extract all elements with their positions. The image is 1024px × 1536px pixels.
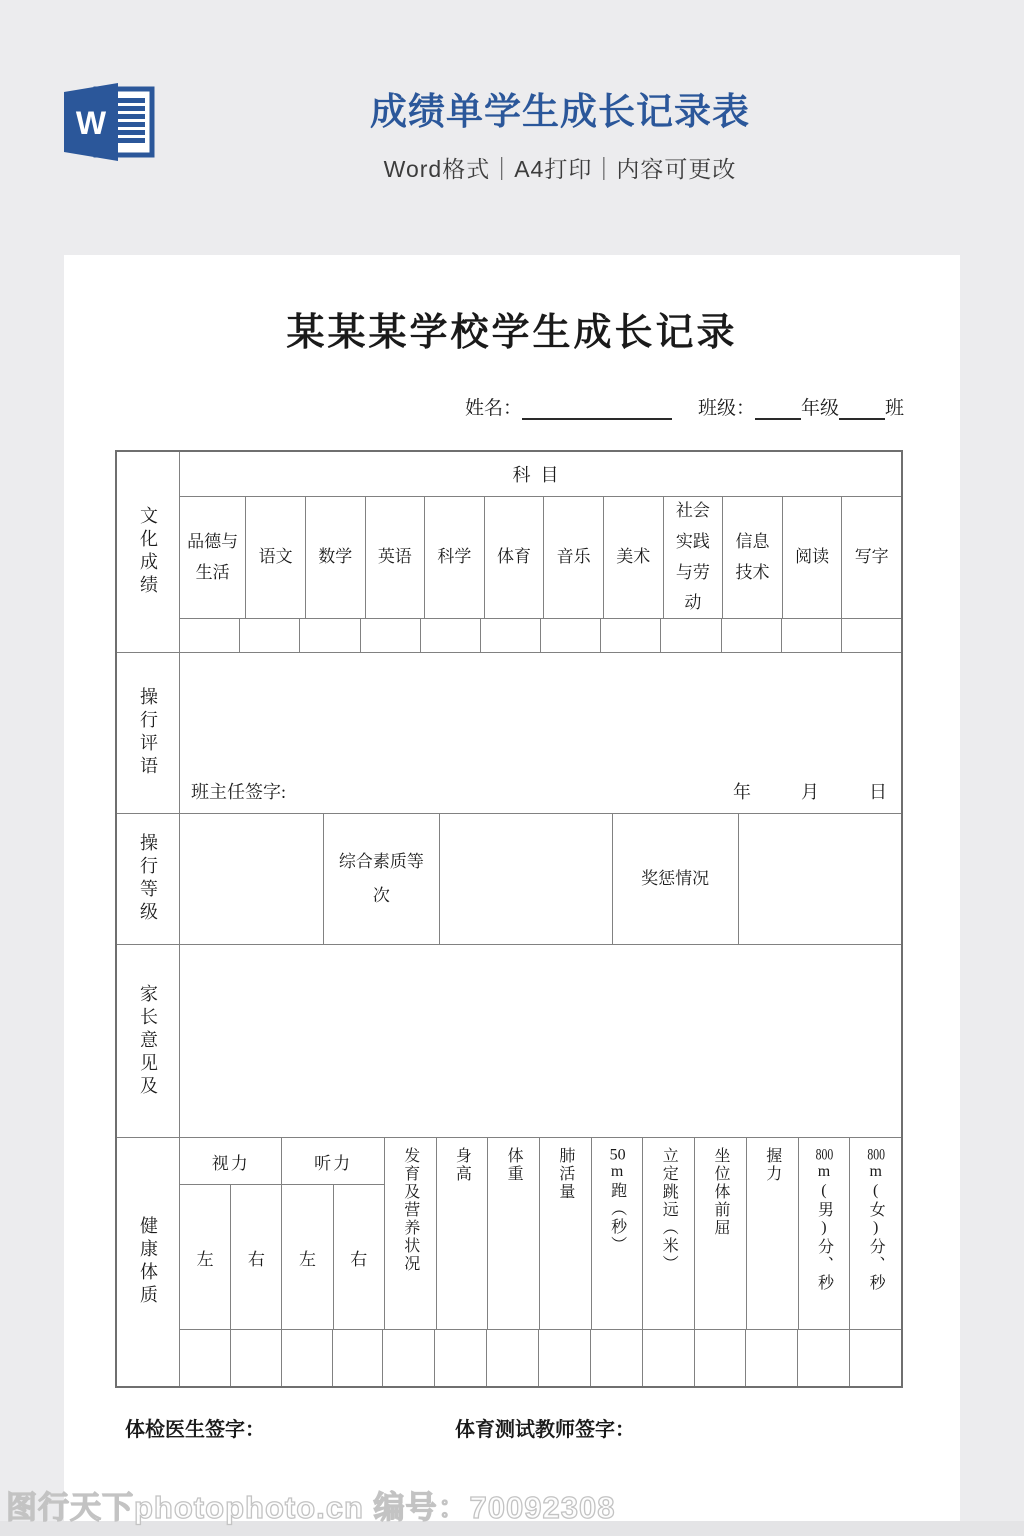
subject-cell: 美术: [604, 497, 664, 618]
conduct-grade-value-cell: [180, 814, 324, 944]
document-page: [64, 255, 960, 1522]
health-value-cell: [850, 1330, 901, 1386]
promo-header: [300, 92, 820, 184]
health-col-development: 发育及营养状况: [385, 1138, 437, 1329]
subject-cell: 体育: [485, 497, 545, 618]
pe-teacher-sign-label: 体育测试教师签字：: [455, 1419, 635, 1441]
svg-text:W: W: [75, 105, 107, 141]
conduct-grade-section: [117, 813, 901, 944]
hearing-group: [282, 1138, 384, 1329]
health-value-cell: [435, 1330, 487, 1386]
subject-header: 科目: [180, 452, 901, 497]
score-cell: [722, 619, 782, 652]
parent-opinion-section: [117, 944, 901, 1137]
conduct-comment-label: 操行评语: [117, 653, 180, 813]
subject-cell: 信息技术: [723, 497, 783, 618]
doctor-sign-label: 体检医生签字：: [125, 1419, 265, 1441]
subject-cell: 英语: [366, 497, 426, 618]
quality-rank-value-cell: [440, 814, 613, 944]
score-cell: [481, 619, 541, 652]
subject-cell: 写字: [854, 547, 889, 567]
vision-label: 视力: [180, 1138, 281, 1185]
class-blank-line: [839, 398, 885, 420]
subject-cell: 阅读: [783, 497, 843, 618]
promo-title: 成绩单学生成长记录表: [370, 91, 750, 132]
score-cell: [180, 619, 240, 652]
health-value-cell: [798, 1330, 850, 1386]
document-title: 某某某学校学生成长记录: [286, 312, 738, 354]
health-col-standing-jump: 立定跳远（米）: [643, 1138, 695, 1329]
parent-opinion-area: [180, 945, 901, 1137]
health-value-cell: [746, 1330, 798, 1386]
health-value-cell: [282, 1330, 333, 1386]
conduct-comment-section: [117, 652, 901, 813]
subject-cell: 科学: [425, 497, 485, 618]
vision-group: [180, 1138, 282, 1329]
health-value-cell: [539, 1330, 591, 1386]
subject-cell: 语文: [246, 497, 306, 618]
health-col-grip-strength: 握力: [747, 1138, 799, 1329]
date-day-label: 日: [869, 782, 887, 802]
subject-cell: 音乐: [544, 497, 604, 618]
score-cell: [661, 619, 721, 652]
watermark-text: 图行天下photophoto.cn 编号：70092308: [6, 1490, 616, 1525]
health-value-row: [180, 1330, 901, 1386]
subject-cell: 社会实践与劳动: [664, 497, 724, 618]
health-col-800m-male: 800 m(男)分、秒: [799, 1138, 851, 1329]
hearing-left-label: 左: [282, 1185, 333, 1329]
vision-right-label: 右: [247, 1249, 265, 1269]
name-blank-line: [522, 398, 672, 420]
parent-opinion-label: 家长意见及: [117, 945, 180, 1137]
head-teacher-sign-label: 班主任签字:: [191, 782, 287, 802]
score-cell: [240, 619, 300, 652]
hearing-right-label: 右: [350, 1249, 368, 1269]
score-cell: [782, 619, 842, 652]
date-year-label: 年: [733, 782, 751, 802]
growth-record-table: [115, 450, 903, 1388]
health-value-cell: [333, 1330, 384, 1386]
health-col-50m-run: 50 m跑（秒）: [592, 1138, 644, 1329]
score-cell: [601, 619, 661, 652]
hearing-label: 听力: [282, 1138, 383, 1185]
health-section: [117, 1137, 901, 1386]
health-value-cell: [643, 1330, 695, 1386]
vision-left-label: 左: [180, 1185, 231, 1329]
grade-text: 年级: [800, 398, 839, 419]
health-col-800m-female: 800 m(女)分、秒: [867, 1147, 885, 1292]
vision-value-group: [180, 1330, 282, 1386]
health-col-weight: 体重: [488, 1138, 540, 1329]
culture-row-label: 文化成绩: [117, 452, 180, 652]
health-value-cell: [695, 1330, 747, 1386]
score-cell: [541, 619, 601, 652]
health-value-cell: [591, 1330, 643, 1386]
score-cell: [421, 619, 481, 652]
promo-subtitle: Word格式｜A4打印｜内容可更改: [383, 155, 737, 182]
health-col-lung-capacity: 肺活量: [540, 1138, 592, 1329]
score-cell: [361, 619, 421, 652]
conduct-grade-label: 操行等级: [117, 814, 180, 944]
subject-name-row: [180, 497, 901, 619]
health-row-label: 健康体质: [117, 1138, 180, 1386]
hearing-value-group: [282, 1330, 384, 1386]
grade-blank-line: [755, 398, 801, 420]
quality-rank-label: 综合素质等次: [324, 814, 439, 944]
name-class-line: [465, 393, 904, 420]
subject-cell: 数学: [306, 497, 366, 618]
comment-date: [733, 778, 887, 804]
subject-cell: 品德与生活: [180, 497, 246, 618]
health-value-cell: [383, 1330, 435, 1386]
health-col-sit-and-reach: 坐位体前屈: [695, 1138, 747, 1329]
word-icon: [56, 80, 160, 164]
health-value-cell: [180, 1330, 231, 1386]
signature-line: [125, 1413, 925, 1442]
health-value-cell: [487, 1330, 539, 1386]
conduct-comment-area: [180, 653, 901, 813]
culture-section: [117, 452, 901, 652]
score-cell: [300, 619, 360, 652]
health-header-row: [180, 1138, 901, 1330]
health-col-height: 身高: [437, 1138, 489, 1329]
awards-value-cell: [739, 814, 901, 944]
awards-label: 奖惩情况: [613, 814, 739, 944]
subject-score-row: [180, 619, 901, 652]
class-text: 班: [884, 398, 904, 419]
health-value-cell: [231, 1330, 282, 1386]
score-cell: [842, 619, 901, 652]
name-label: 姓名：: [464, 398, 522, 419]
date-month-label: 月: [801, 782, 819, 802]
class-label: 班级：: [697, 398, 755, 419]
